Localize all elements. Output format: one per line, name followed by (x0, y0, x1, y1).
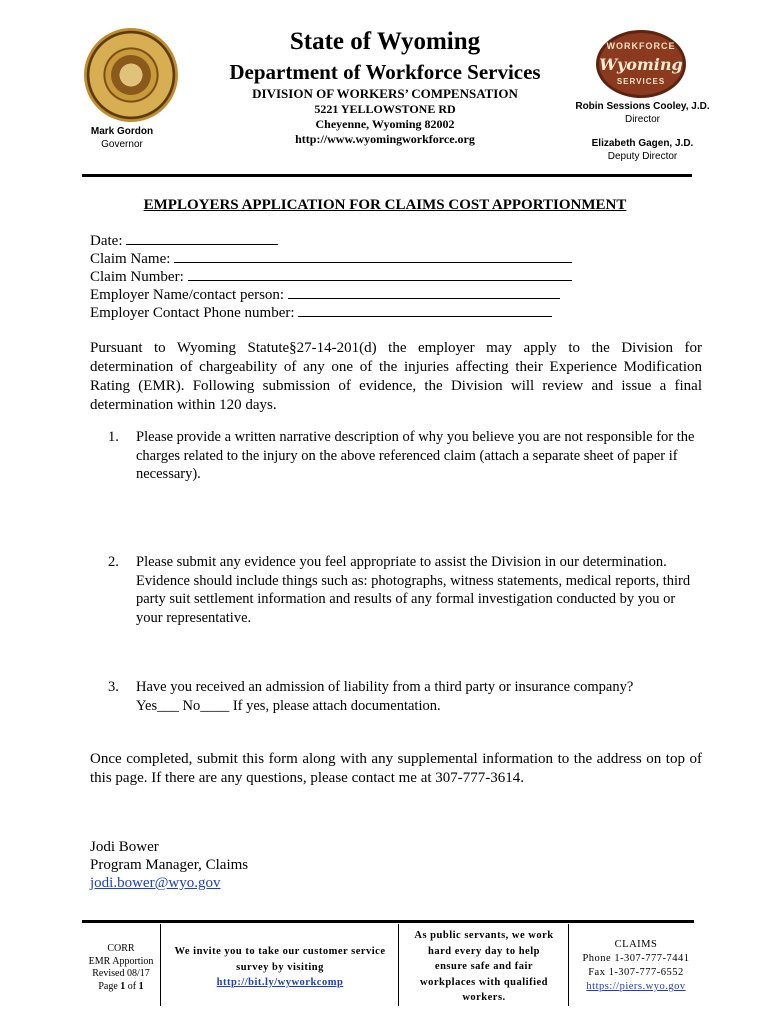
footer-divider (82, 920, 694, 923)
claim-name-field[interactable] (90, 250, 572, 268)
employer-phone-field[interactable] (90, 304, 552, 322)
form-corr: CORR (107, 943, 135, 954)
signature-email-link[interactable]: jodi.bower@wyo.gov (90, 875, 221, 891)
employer-contact-label: Employer Name/contact person: (90, 287, 285, 303)
servants-line: workers. (462, 992, 506, 1003)
deputy-name: Elizabeth Gagen, J.D. (591, 138, 694, 149)
governor-title: Governor (101, 139, 143, 150)
footer-separator (568, 924, 569, 1006)
date-label: Date: (90, 233, 123, 249)
form-name: EMR Apportion (88, 955, 154, 967)
header-divider (82, 174, 692, 177)
servants-line: ensure safe and fair (434, 961, 534, 972)
footer-separator (398, 924, 399, 1006)
survey-invite (162, 944, 398, 991)
item-text: Have you received an admission of liability from a third party or insurance company? (136, 679, 634, 695)
yes-blank[interactable]: Yes___ (136, 697, 179, 714)
director-name: Robin Sessions Cooley, J.D. (575, 101, 710, 112)
date-line[interactable] (126, 232, 278, 245)
director-title: Director (624, 114, 660, 125)
closing-paragraph: Once completed, submit this form along with any supplemental information to the address on top of this page. If there are any questions, please contact me at 307-777-3614. (90, 751, 702, 786)
logo-bottom-text: SERVICES (616, 77, 666, 86)
item-text: Please provide a written narrative description of why you believe you are not responsible for the charges related to the injury on the above referenced claim (attach a separate sheet of paper if necessary). (136, 429, 695, 482)
survey-line-1: We invite you to take our customer service (174, 946, 386, 957)
claims-title: CLAIMS (614, 939, 658, 950)
signature-title: Program Manager, Claims (90, 857, 249, 873)
item-number: 1. (108, 429, 119, 445)
public-servants-statement (400, 928, 568, 1006)
address-line-2: Cheyenne, Wyoming 82002 (315, 117, 455, 131)
logo-top-text: WORKFORCE (606, 41, 676, 51)
list-item (108, 553, 702, 627)
servants-line: workplaces with qualified (419, 976, 548, 988)
department-title: Department of Workforce Services (229, 60, 541, 84)
list-item (108, 428, 702, 484)
address-line-1: 5221 YELLOWSTONE RD (314, 102, 456, 116)
claim-name-label: Claim Name: (90, 251, 171, 267)
form-title: EMPLOYERS APPLICATION FOR CLAIMS COST APPORTIONMENT (143, 197, 627, 213)
state-title: State of Wyoming (289, 28, 481, 55)
deputy-title: Deputy Director (607, 151, 678, 162)
employer-contact-line[interactable] (288, 286, 560, 299)
claim-number-field[interactable] (90, 268, 572, 286)
claims-contact (570, 938, 702, 994)
governor-name: Mark Gordon (90, 126, 154, 137)
claim-number-line[interactable] (188, 268, 572, 281)
servants-line: hard every day to help (428, 945, 540, 957)
survey-line-2: survey by visiting (236, 961, 324, 973)
date-field[interactable] (90, 232, 278, 250)
employer-phone-line[interactable] (298, 304, 552, 317)
list-item (108, 678, 702, 715)
form-info (82, 943, 160, 993)
item-number: 2. (108, 554, 119, 570)
page-number: Page 1 of 1 (98, 980, 144, 992)
division-name: DIVISION OF WORKERS’ COMPENSATION (252, 86, 518, 101)
employer-phone-label: Employer Contact Phone number: (90, 305, 295, 321)
claim-name-line[interactable] (174, 250, 572, 263)
survey-link[interactable]: http://bit.ly/wyworkcomp (216, 977, 344, 988)
servants-line: As public servants, we work (414, 930, 554, 941)
claims-fax: Fax 1-307-777-6552 (588, 967, 684, 978)
form-revised: Revised 08/17 (92, 968, 150, 979)
signature-name: Jodi Bower (90, 839, 159, 855)
intro-paragraph: Pursuant to Wyoming Statute§27-14-201(d) the employer may apply to the Division for determination of chargeability of any one of the injuries affecting their Experience Modification Rating (EMR). Following submission of evidence, the Division will review and issue a final determination within 120 days. (90, 340, 702, 413)
footer-separator (160, 924, 161, 1006)
employer-contact-field[interactable] (90, 286, 560, 304)
logo-mid-text: Wyoming (599, 55, 683, 74)
claims-phone: Phone 1-307-777-7441 (582, 953, 690, 964)
item-text: If yes, please attach documentation. (232, 697, 441, 714)
claim-number-label: Claim Number: (90, 269, 184, 285)
claims-link[interactable]: https://piers.wyo.gov (586, 981, 686, 992)
website-text: http://www.wyomingworkforce.org (295, 132, 475, 146)
item-number: 3. (108, 679, 119, 695)
no-blank[interactable]: No____ (182, 697, 230, 714)
item-text: Please submit any evidence you feel appropriate to assist the Division in our determination. Evidence should include things such as: photographs, witness statements, medical reports, third party suit settlement information and results of any formal investigation conducted by you or your representative. (136, 554, 691, 626)
